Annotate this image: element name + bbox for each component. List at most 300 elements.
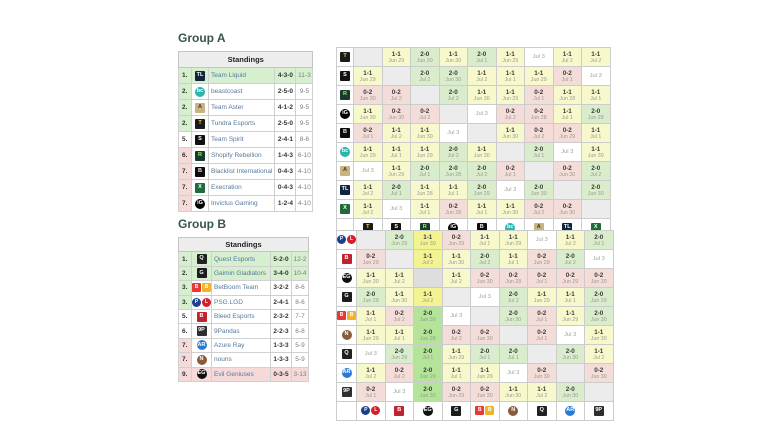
match-date: Jul 1 — [564, 297, 576, 304]
match-date: Jun 30 — [505, 316, 522, 323]
team-name-cell — [212, 295, 271, 309]
match-date: Jul 1 — [504, 171, 516, 178]
series-score: 1-1 — [562, 107, 572, 115]
self-cell — [585, 383, 614, 402]
blacklist-international-icon[interactable]: B — [477, 223, 487, 233]
series-result-cell — [385, 364, 414, 383]
group-a-standings-body — [179, 68, 313, 212]
series-score: 1-1 — [420, 202, 430, 210]
match-date: Jul 3 — [393, 389, 406, 395]
team-link[interactable]: Blacklist International — [211, 168, 273, 175]
match-date: Jun 29 — [419, 373, 436, 380]
nouns-icon[interactable]: N — [342, 330, 352, 340]
invictus-gaming-icon[interactable]: iG — [195, 199, 205, 209]
series-result-cell — [442, 269, 471, 288]
match-date: Jul 3 — [447, 130, 460, 136]
upcoming-match-cell — [496, 181, 525, 200]
series-record: 2-3-2 — [271, 309, 292, 323]
series-result-cell — [553, 124, 582, 143]
gaimin-gladiators-icon[interactable]: G — [197, 268, 207, 278]
series-result-cell — [499, 269, 528, 288]
match-date: Jun 30 — [362, 278, 379, 285]
col-team-icon-cell — [528, 402, 557, 421]
upcoming-match-cell — [382, 200, 411, 219]
series-score: 2-0 — [423, 309, 433, 317]
series-score: 2-0 — [565, 385, 575, 393]
match-date: Jul 2 — [533, 209, 545, 216]
shopify-rebellion-icon[interactable]: R — [420, 223, 430, 233]
team-link[interactable]: Team Liquid — [211, 72, 247, 79]
match-date: Jun 29 — [559, 133, 576, 140]
beastcoast-icon[interactable]: bc — [340, 147, 350, 157]
series-score: 1-1 — [420, 145, 430, 153]
match-date: Jul 2 — [393, 316, 405, 323]
match-date: Jul 2 — [447, 95, 459, 102]
team-link[interactable]: Shopify Rebellion — [211, 152, 262, 159]
team-link[interactable]: Execration — [211, 184, 242, 191]
series-score: 2-0 — [420, 164, 430, 172]
series-score: 1-1 — [562, 50, 572, 58]
series-result-cell — [357, 288, 386, 307]
execration-icon[interactable]: X — [340, 204, 350, 214]
series-score: 2-0 — [594, 290, 604, 298]
series-result-cell — [525, 86, 554, 105]
row-team-icon-cell — [337, 86, 354, 105]
game-score: 8-6 — [292, 281, 309, 295]
series-score: 0-2 — [391, 88, 401, 96]
series-result-cell — [411, 200, 440, 219]
match-date: Jun 30 — [587, 152, 604, 159]
match-date: Jun 29 — [562, 316, 579, 323]
series-score: 0-2 — [537, 309, 547, 317]
gaimin-gladiators-icon[interactable]: G — [451, 406, 461, 416]
series-result-cell — [585, 231, 614, 250]
series-score: 0-2 — [451, 328, 461, 336]
team-liquid-icon[interactable]: TL — [195, 71, 205, 81]
series-score: 1-1 — [480, 366, 490, 374]
series-score: 1-1 — [594, 347, 604, 355]
series-result-cell — [468, 86, 497, 105]
match-date: Jul 1 — [536, 316, 548, 323]
series-result-cell — [496, 48, 525, 67]
bleed-esports-icon[interactable]: B — [197, 312, 207, 322]
series-score: 2-0 — [508, 347, 518, 355]
series-result-cell — [414, 307, 443, 326]
rank-cell: 1. — [179, 252, 192, 266]
team-link[interactable]: beastcoast — [211, 88, 243, 95]
evil-geniuses-icon[interactable]: EG — [423, 406, 433, 416]
match-date: Jun 29 — [476, 373, 493, 380]
shopify-rebellion-icon[interactable]: R — [195, 151, 205, 161]
col-team-icon-cell — [357, 402, 386, 421]
team-link[interactable]: Tundra Esports — [211, 120, 256, 127]
series-score: 1-1 — [591, 50, 601, 58]
betboom-team-icon[interactable]: B B — [475, 406, 494, 415]
rank-cell: 2. — [179, 116, 192, 132]
series-score: 1-1 — [480, 233, 490, 241]
blacklist-international-icon[interactable]: B — [195, 167, 205, 177]
series-record: 1-4-3 — [275, 148, 296, 164]
rank-cell: 2. — [179, 84, 192, 100]
match-date: Jul 3 — [361, 168, 374, 174]
team-name-cell — [212, 324, 271, 338]
team-icon-cell — [192, 338, 212, 352]
nouns-icon[interactable]: N — [508, 406, 518, 416]
series-result-cell — [382, 86, 411, 105]
series-score: 1-1 — [537, 290, 547, 298]
match-date: Jul 2 — [476, 171, 488, 178]
series-result-cell — [354, 67, 383, 86]
series-result-cell — [499, 345, 528, 364]
match-date: Jul 2 — [422, 259, 434, 266]
shopify-rebellion-icon[interactable]: R — [340, 90, 350, 100]
match-date: Jun 29 — [362, 297, 379, 304]
match-date: Jul 1 — [536, 278, 548, 285]
nouns-icon[interactable]: N — [197, 355, 207, 365]
team-name-cell — [212, 266, 271, 280]
match-date: Jul 2 — [504, 114, 516, 121]
crosstable-row — [337, 181, 611, 200]
series-score: 0-2 — [537, 366, 547, 374]
bleed-esports-icon[interactable]: B — [342, 254, 352, 264]
series-record: 1-2-4 — [275, 196, 296, 212]
team-aster-icon[interactable]: A — [340, 166, 350, 176]
team-icon-cell — [192, 180, 209, 196]
rank-cell: 7. — [179, 353, 192, 367]
team-spirit-icon[interactable]: S — [195, 135, 205, 145]
rank-cell: 5. — [179, 132, 192, 148]
game-score: 10-4 — [292, 266, 309, 280]
match-date: Jul 1 — [507, 354, 519, 361]
execration-icon[interactable]: X — [195, 183, 205, 193]
series-result-cell — [556, 307, 585, 326]
series-result-cell — [354, 105, 383, 124]
team-icon-cell — [192, 164, 209, 180]
series-score: 1-1 — [423, 233, 433, 241]
series-score: 0-2 — [448, 202, 458, 210]
match-date: Jun 30 — [445, 57, 462, 64]
series-result-cell — [582, 105, 611, 124]
series-score: 1-1 — [366, 328, 376, 336]
upcoming-match-cell — [585, 250, 614, 269]
match-date: Jul 2 — [422, 297, 434, 304]
crosstable-row — [337, 288, 614, 307]
match-date: Jun 29 — [533, 297, 550, 304]
series-result-cell — [556, 288, 585, 307]
series-score: 1-1 — [423, 252, 433, 260]
series-score: 1-1 — [534, 69, 544, 77]
team-name-cell — [209, 116, 275, 132]
series-score: 0-2 — [534, 126, 544, 134]
team-link[interactable]: nouns — [214, 356, 232, 364]
series-result-cell — [411, 124, 440, 143]
psg-lgd-icon[interactable]: P L — [361, 406, 380, 415]
series-score: 1-1 — [591, 126, 601, 134]
evil-geniuses-icon[interactable]: EG — [342, 273, 352, 283]
series-score: 0-2 — [363, 88, 373, 96]
match-date: Jun 29 — [416, 152, 433, 159]
series-record: 2-4-1 — [275, 132, 296, 148]
series-result-cell — [499, 250, 528, 269]
invictus-gaming-icon[interactable]: iG — [340, 109, 350, 119]
beastcoast-icon[interactable]: bc — [505, 223, 515, 233]
azure-ray-icon[interactable]: AR — [342, 368, 352, 378]
match-date: Jul 2 — [450, 278, 462, 285]
series-result-cell — [442, 231, 471, 250]
series-result-cell — [442, 345, 471, 364]
game-score: 5-9 — [292, 338, 309, 352]
match-date: Jul 3 — [475, 111, 488, 117]
match-date: Jun 29 — [533, 259, 550, 266]
standings-row — [179, 132, 313, 148]
match-date: Jun 29 — [391, 240, 408, 247]
series-score: 1-1 — [562, 88, 572, 96]
series-score: 2-0 — [591, 183, 601, 191]
series-result-cell — [411, 105, 440, 124]
series-score: 0-2 — [562, 164, 572, 172]
standings-row — [179, 180, 313, 196]
tundra-esports-icon[interactable]: T — [340, 52, 350, 62]
self-cell — [553, 181, 582, 200]
match-date: Jul 2 — [362, 190, 374, 197]
team-link[interactable]: Gaimin Gladiators — [214, 269, 267, 277]
standings-row — [179, 324, 309, 338]
series-result-cell — [357, 269, 386, 288]
match-date: Jul 1 — [476, 209, 488, 216]
series-result-cell — [499, 231, 528, 250]
team-link[interactable]: Team Aster — [211, 104, 244, 111]
match-date: Jul 2 — [564, 259, 576, 266]
match-date: Jun 30 — [476, 335, 493, 342]
match-date: Jun 30 — [473, 152, 490, 159]
match-date: Jul 2 — [476, 76, 488, 83]
team-spirit-icon[interactable]: S — [391, 223, 401, 233]
series-result-cell — [496, 200, 525, 219]
crosstable-row — [337, 67, 611, 86]
match-date: Jul 2 — [390, 133, 402, 140]
match-date: Jul 3 — [532, 54, 545, 60]
row-team-icon-cell — [337, 48, 354, 67]
team-link[interactable]: Bleed Esports — [214, 313, 255, 321]
psg-lgd-icon[interactable]: P L — [192, 298, 211, 307]
upcoming-match-cell — [553, 143, 582, 162]
tundra-esports-icon[interactable]: T — [363, 223, 373, 233]
series-result-cell — [414, 231, 443, 250]
team-name-cell — [209, 164, 275, 180]
self-cell — [556, 364, 585, 383]
beastcoast-icon[interactable]: bc — [195, 87, 205, 97]
match-date: Jun 30 — [562, 354, 579, 361]
betboom-team-icon[interactable]: B B — [192, 283, 211, 292]
psg-lgd-icon[interactable]: P L — [337, 235, 356, 244]
match-date: Jul 3 — [564, 332, 577, 338]
row-team-icon-cell — [337, 345, 357, 364]
team-liquid-icon[interactable]: TL — [562, 223, 572, 233]
standings-header: Standings — [179, 52, 313, 68]
group-b-standings-table — [178, 237, 309, 382]
betboom-team-icon[interactable]: B B — [337, 311, 356, 320]
series-result-cell — [354, 181, 383, 200]
team-aster-icon[interactable]: A — [534, 223, 544, 233]
match-date: Jun 30 — [419, 392, 436, 399]
match-date: Jul 1 — [507, 259, 519, 266]
series-score: 2-0 — [423, 366, 433, 374]
team-link[interactable]: Quest Esports — [214, 255, 256, 263]
series-score: 1-1 — [394, 328, 404, 336]
series-score: 1-1 — [477, 69, 487, 77]
9pandas-icon[interactable]: 9P — [594, 406, 604, 416]
9pandas-icon[interactable]: 9P — [197, 326, 207, 336]
team-link[interactable]: Azure Ray — [214, 341, 245, 349]
match-date: Jul 2 — [393, 278, 405, 285]
series-result-cell — [556, 269, 585, 288]
series-score: 1-1 — [363, 69, 373, 77]
upcoming-match-cell — [354, 162, 383, 181]
match-date: Jun 30 — [416, 133, 433, 140]
rank-cell: 3. — [179, 281, 192, 295]
game-score: 4-10 — [296, 164, 313, 180]
team-aster-icon[interactable]: A — [195, 103, 205, 113]
rank-cell: 6. — [179, 324, 192, 338]
series-score: 2-0 — [448, 88, 458, 96]
series-result-cell — [553, 200, 582, 219]
match-date: Jul 2 — [533, 133, 545, 140]
9pandas-icon[interactable]: 9P — [342, 387, 352, 397]
series-record: 2-5-0 — [275, 84, 296, 100]
series-score: 2-0 — [594, 309, 604, 317]
series-score: 0-2 — [534, 88, 544, 96]
match-date: Jul 1 — [536, 335, 548, 342]
series-result-cell — [585, 345, 614, 364]
match-date: Jun 29 — [505, 240, 522, 247]
series-result-cell — [585, 288, 614, 307]
series-result-cell — [553, 48, 582, 67]
series-result-cell — [582, 86, 611, 105]
series-score: 1-1 — [565, 290, 575, 298]
series-score: 1-1 — [366, 309, 376, 317]
row-team-icon-cell — [337, 326, 357, 345]
team-link[interactable]: PSG.LGD — [214, 298, 243, 306]
group-b-crosstable — [336, 230, 614, 421]
match-date: Jun 29 — [562, 278, 579, 285]
row-team-icon-cell — [337, 200, 354, 219]
series-score: 1-1 — [420, 183, 430, 191]
series-result-cell — [357, 383, 386, 402]
gaimin-gladiators-icon[interactable]: G — [342, 292, 352, 302]
team-spirit-icon[interactable]: S — [340, 71, 350, 81]
series-record: 2-4-1 — [271, 295, 292, 309]
col-team-icon-cell — [499, 402, 528, 421]
team-name-cell — [209, 180, 275, 196]
self-cell — [442, 288, 471, 307]
series-score: 1-1 — [391, 50, 401, 58]
series-result-cell — [382, 162, 411, 181]
series-result-cell — [468, 162, 497, 181]
series-result-cell — [411, 48, 440, 67]
bleed-esports-icon[interactable]: B — [394, 406, 404, 416]
match-date: Jun 29 — [362, 259, 379, 266]
invictus-gaming-icon[interactable]: iG — [448, 223, 458, 233]
row-team-icon-cell — [337, 124, 354, 143]
series-record: 0-3-5 — [271, 367, 292, 381]
match-date: Jun 30 — [533, 373, 550, 380]
series-score: 1-1 — [505, 50, 515, 58]
match-date: Jun 29 — [448, 354, 465, 361]
series-score: 0-2 — [562, 126, 572, 134]
series-result-cell — [556, 231, 585, 250]
series-result-cell — [471, 231, 500, 250]
match-date: Jun 28 — [416, 190, 433, 197]
upcoming-match-cell — [582, 67, 611, 86]
series-result-cell — [439, 86, 468, 105]
series-score: 1-1 — [363, 202, 373, 210]
series-score: 0-2 — [534, 107, 544, 115]
crosstable-row — [337, 143, 611, 162]
crosstable-row — [337, 364, 614, 383]
series-score: 1-1 — [537, 385, 547, 393]
series-result-cell — [414, 250, 443, 269]
series-result-cell — [553, 67, 582, 86]
azure-ray-icon[interactable]: AR — [197, 340, 207, 350]
match-date: Jun 28 — [419, 335, 436, 342]
series-result-cell — [411, 162, 440, 181]
execration-icon[interactable]: X — [591, 223, 601, 233]
series-score: 0-2 — [594, 271, 604, 279]
series-score: 1-1 — [594, 328, 604, 336]
team-link[interactable]: 9Pandas — [214, 327, 240, 335]
quest-esports-icon[interactable]: Q — [197, 254, 207, 264]
match-date: Jun 30 — [502, 133, 519, 140]
match-date: Jul 2 — [590, 171, 602, 178]
series-score: 1-1 — [565, 233, 575, 241]
series-result-cell — [357, 250, 386, 269]
team-link[interactable]: Team Spirit — [211, 136, 244, 143]
quest-esports-icon[interactable]: Q — [342, 349, 352, 359]
quest-esports-icon[interactable]: Q — [537, 406, 547, 416]
team-link[interactable]: BetBoom Team — [214, 284, 259, 292]
blacklist-international-icon[interactable]: B — [340, 128, 350, 138]
game-score: 8-6 — [296, 132, 313, 148]
series-result-cell — [496, 67, 525, 86]
series-result-cell — [385, 269, 414, 288]
series-score: 2-0 — [420, 50, 430, 58]
evil-geniuses-icon[interactable]: EG — [197, 369, 207, 379]
game-score: 3-13 — [292, 367, 309, 381]
match-date: Jul 3 — [507, 370, 520, 376]
team-name-cell — [212, 252, 271, 266]
series-result-cell — [382, 181, 411, 200]
crosstable-row — [337, 383, 614, 402]
series-score: 0-2 — [537, 271, 547, 279]
match-date: Jul 2 — [593, 354, 605, 361]
tundra-esports-icon[interactable]: T — [195, 119, 205, 129]
match-date: Jun 30 — [419, 240, 436, 247]
team-link[interactable]: Evil Geniuses — [214, 370, 254, 378]
azure-ray-icon[interactable]: AR — [565, 406, 575, 416]
group-a-title: Group A — [178, 31, 226, 45]
series-score: 2-0 — [448, 164, 458, 172]
match-date: Jun 28 — [587, 114, 604, 121]
match-date: Jun 29 — [362, 335, 379, 342]
rank-cell: 3. — [179, 295, 192, 309]
team-icon-cell — [192, 266, 212, 280]
match-date: Jul 1 — [419, 171, 431, 178]
team-liquid-icon[interactable]: TL — [340, 185, 350, 195]
game-score: 11-3 — [296, 68, 313, 84]
match-date: Jul 2 — [450, 335, 462, 342]
match-date: Jul 1 — [479, 240, 491, 247]
team-link[interactable]: Invictus Gaming — [211, 200, 258, 207]
